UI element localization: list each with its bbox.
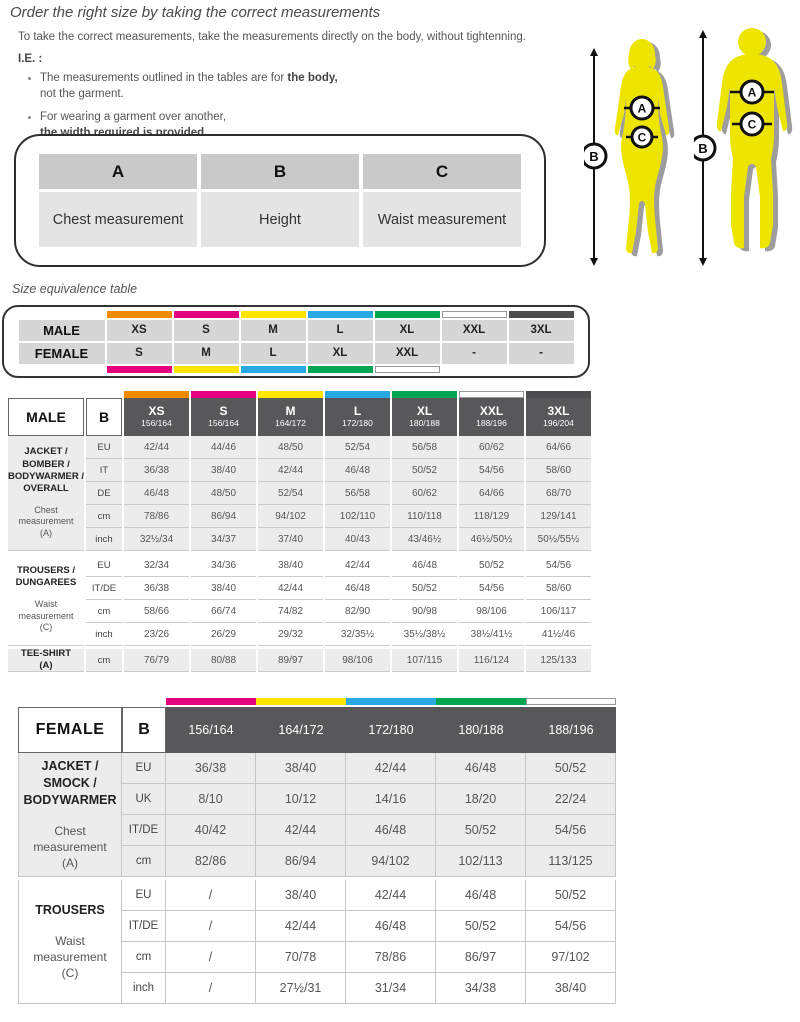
female-size-cell: L (241, 343, 306, 364)
unit-label: inch (122, 973, 166, 1004)
table-cell: 42/44 (256, 911, 346, 942)
table-title: FEMALE (18, 707, 122, 753)
size-color-bar (509, 311, 574, 318)
section-sublabel-line: (C) (61, 966, 79, 981)
section-label-line: BODYWARMER / (8, 470, 84, 482)
section-label-subtitle (19, 823, 121, 872)
size-column-header (436, 707, 526, 753)
table-cell: 90/98 (392, 600, 457, 623)
unit-label: DE (86, 482, 122, 505)
table-cell: 58/60 (526, 577, 591, 600)
table-cell: 42/44 (258, 459, 323, 482)
table-cell: / (166, 911, 256, 942)
female-size-table (18, 698, 616, 1004)
table-cell: 89/97 (258, 649, 323, 672)
table-cell: 43/46½ (392, 528, 457, 551)
section-label-title (16, 565, 77, 590)
section-label (18, 880, 122, 1004)
table-cell: 42/44 (256, 815, 346, 846)
key-letter-c: C (363, 154, 521, 189)
section-sublabel-line: (A) (40, 528, 52, 539)
table-cell: 32/34 (124, 554, 189, 577)
unit-label: inch (86, 528, 122, 551)
unit-label: EU (122, 880, 166, 911)
table-cell: 86/97 (436, 942, 526, 973)
table-cell: 10/12 (256, 784, 346, 815)
section-label (8, 649, 84, 672)
section-label (8, 554, 84, 646)
table-cell: / (166, 973, 256, 1004)
table-cell: 70/78 (256, 942, 346, 973)
measurement-key-box (14, 134, 546, 267)
section-label-line: BODYWARMER (23, 792, 117, 807)
table-cell: 29/32 (258, 623, 323, 646)
chest-marker-label: A (637, 101, 647, 116)
size-name: M (285, 404, 296, 419)
female-size-cell: M (174, 343, 239, 364)
table-cell: 60/62 (392, 482, 457, 505)
size-color-bar (107, 311, 172, 318)
table-cell: 38/40 (191, 459, 256, 482)
table-cell: 50/52 (436, 815, 526, 846)
table-cell: 86/94 (256, 846, 346, 877)
size-color-bar (375, 311, 440, 318)
table-cell: 42/44 (346, 753, 436, 784)
table-cell: 125/133 (526, 649, 591, 672)
male-figure (694, 26, 800, 272)
size-column-header (459, 398, 524, 436)
table-cell: 42/44 (258, 577, 323, 600)
size-color-bar (256, 698, 346, 705)
table-cell: 34/37 (191, 528, 256, 551)
table-cell: 56/58 (325, 482, 390, 505)
table-cell: 50/52 (526, 753, 616, 784)
unit-label: cm (86, 505, 122, 528)
key-label-waist: Waist measurement (363, 192, 521, 247)
table-cell: 40/43 (325, 528, 390, 551)
table-cell: 74/82 (258, 600, 323, 623)
size-color-bar (442, 311, 507, 318)
female-figure (584, 36, 694, 270)
size-height-range: 172/180 (368, 722, 414, 737)
size-height-range: 156/164 (208, 418, 239, 429)
section-label-subtitle (8, 599, 84, 634)
table-cell: 46/48 (392, 554, 457, 577)
male-size-cell: XS (107, 320, 172, 341)
size-column-header (526, 398, 591, 436)
table-cell: 34/38 (436, 973, 526, 1004)
table-cell: 52/54 (325, 436, 390, 459)
size-color-bar (241, 366, 306, 373)
size-height-range: 164/172 (275, 418, 306, 429)
table-cell: 46/48 (325, 577, 390, 600)
section-label-title (19, 758, 121, 809)
table-cell: 42/44 (325, 554, 390, 577)
table-cell: 18/20 (436, 784, 526, 815)
size-color-bar (392, 391, 457, 398)
table-cell: / (166, 942, 256, 973)
unit-label: cm (86, 649, 122, 672)
table-cell: 54/56 (459, 459, 524, 482)
table-cell: 46/48 (436, 753, 526, 784)
table-cell: 36/38 (166, 753, 256, 784)
size-column-header (258, 398, 323, 436)
table-cell: 50/52 (459, 554, 524, 577)
table-cell: 27½/31 (256, 973, 346, 1004)
table-cell: 8/10 (166, 784, 256, 815)
size-color-bar (166, 698, 256, 705)
table-cell: 46/48 (124, 482, 189, 505)
size-color-bar (325, 391, 390, 398)
unit-label: IT/DE (122, 815, 166, 846)
size-equivalence-heading: Size equivalence table (12, 282, 138, 296)
section-label-line: DUNGAREES (15, 577, 77, 589)
table-cell: 37/40 (258, 528, 323, 551)
note-text: The measurements outlined in the tables are for (40, 72, 288, 84)
table-title: MALE (8, 398, 84, 436)
note-text: not the garment. (40, 88, 124, 101)
table-cell: 38½/41½ (459, 623, 524, 646)
table-cell: 102/110 (325, 505, 390, 528)
table-cell: 40/42 (166, 815, 256, 846)
size-name: XXL (479, 404, 504, 419)
size-equivalence-grid (19, 311, 574, 373)
table-cell: 98/106 (459, 600, 524, 623)
table-cell: 82/90 (325, 600, 390, 623)
size-column-header (124, 398, 189, 436)
male-row-label: MALE (19, 320, 105, 341)
table-cell: 23/26 (124, 623, 189, 646)
table-cell: 58/60 (526, 459, 591, 482)
table-cell: 38/40 (258, 554, 323, 577)
table-cell: 35½/38½ (392, 623, 457, 646)
table-cell: 32/35½ (325, 623, 390, 646)
size-name: L (353, 404, 362, 419)
table-cell: 64/66 (459, 482, 524, 505)
size-height-range: 180/188 (409, 418, 440, 429)
size-color-bar (346, 698, 436, 705)
section-label-line: TEE-SHIRT (20, 647, 72, 659)
note-text: For wearing a garment over another, (40, 111, 227, 124)
note-text-bold: the body, (287, 72, 338, 84)
table-cell: 54/56 (526, 815, 616, 846)
key-letter-b: B (201, 154, 359, 189)
size-equivalence-box (2, 305, 590, 378)
size-column-header (325, 398, 390, 436)
unit-label: IT (86, 459, 122, 482)
table-cell: 38/40 (256, 753, 346, 784)
table-cell: 94/102 (258, 505, 323, 528)
table-cell: 113/125 (526, 846, 616, 877)
unit-label: UK (122, 784, 166, 815)
size-height-range: 164/172 (278, 722, 324, 737)
key-label-chest: Chest measurement (39, 192, 197, 247)
section-label-subtitle (19, 933, 121, 982)
unit-label: inch (86, 623, 122, 646)
waist-marker-label: C (747, 117, 757, 132)
table-cell: 14/16 (346, 784, 436, 815)
height-measure-line (584, 48, 606, 266)
unit-label: cm (86, 600, 122, 623)
size-height-range: 196/204 (543, 418, 574, 429)
table-cell: 41½/46 (526, 623, 591, 646)
table-cell: 50/52 (392, 577, 457, 600)
section-sublabel-line: (A) (62, 855, 78, 870)
section-sublabel-line: Waist measurement (33, 933, 107, 964)
unit-label: IT/DE (122, 911, 166, 942)
table-cell: 46/48 (436, 880, 526, 911)
table-cell: 32½/34 (124, 528, 189, 551)
size-column-header (526, 707, 616, 753)
section-label-title (8, 446, 84, 495)
table-cell: 76/79 (124, 649, 189, 672)
height-marker-label: B (698, 141, 708, 156)
section-sublabel-line: Chest measurement (18, 504, 74, 527)
table-cell: 48/50 (191, 482, 256, 505)
key-label-height: Height (201, 192, 359, 247)
section-label-line: (A) (39, 660, 53, 671)
section-label-line: TROUSERS / (16, 565, 76, 577)
table-cell: 78/86 (346, 942, 436, 973)
table-cell: 50½/55½ (526, 528, 591, 551)
size-height-range: 180/188 (458, 722, 504, 737)
table-cell: 56/58 (392, 436, 457, 459)
table-cell: 42/44 (124, 436, 189, 459)
table-cell: 46/48 (325, 459, 390, 482)
unit-label: cm (122, 942, 166, 973)
table-cell: 34/36 (191, 554, 256, 577)
unit-label: IT/DE (86, 577, 122, 600)
table-cell: / (166, 880, 256, 911)
table-cell: 86/94 (191, 505, 256, 528)
female-size-cell: XXL (375, 343, 440, 364)
table-cell: 98/106 (325, 649, 390, 672)
size-height-range: 156/164 (141, 418, 172, 429)
table-cell: 22/24 (526, 784, 616, 815)
male-size-table (8, 390, 591, 672)
male-size-cell: 3XL (509, 320, 574, 341)
section-label-title (35, 902, 104, 919)
table-cell: 80/88 (191, 649, 256, 672)
table-cell: 38/40 (256, 880, 346, 911)
table-cell: 54/56 (459, 577, 524, 600)
table-cell: 31/34 (346, 973, 436, 1004)
table-cell: 36/38 (124, 459, 189, 482)
female-row-label: FEMALE (19, 343, 105, 364)
male-size-cell: L (308, 320, 373, 341)
section-label (18, 753, 122, 877)
size-color-bar (258, 391, 323, 398)
table-cell: 66/74 (191, 600, 256, 623)
size-name: 3XL (547, 404, 570, 419)
table-cell: 64/66 (526, 436, 591, 459)
female-size-cell: - (509, 343, 574, 364)
size-color-bar (526, 391, 591, 398)
section-sublabel-line: Waist measurement (18, 598, 74, 621)
unit-label: EU (122, 753, 166, 784)
size-column-header (166, 707, 256, 753)
table-cell: 107/115 (392, 649, 457, 672)
section-sublabel-line: (C) (39, 622, 53, 633)
table-cell: 42/44 (346, 880, 436, 911)
section-label-line: JACKET / BOMBER / (22, 446, 70, 470)
section-label-line: OVERALL (23, 483, 69, 495)
section-sublabel-line: Chest measurement (33, 823, 107, 854)
table-cell: 82/86 (166, 846, 256, 877)
size-column-header (256, 707, 346, 753)
table-cell: 46/48 (346, 911, 436, 942)
table-cell: 118/129 (459, 505, 524, 528)
table-cell: 54/56 (526, 554, 591, 577)
female-size-cell: - (442, 343, 507, 364)
table-cell: 78/86 (124, 505, 189, 528)
table-cell: 54/56 (526, 911, 616, 942)
size-color-bar (124, 391, 189, 398)
section-label (8, 436, 84, 551)
male-size-cell: S (174, 320, 239, 341)
size-color-bar (375, 366, 440, 373)
size-color-bar (308, 366, 373, 373)
table-cell: 38/40 (526, 973, 616, 1004)
size-name: XS (148, 404, 165, 419)
section-label-line: TROUSERS (35, 902, 105, 917)
section-label-line: JACKET / SMOCK / (41, 758, 99, 790)
list-item (40, 70, 338, 102)
unit-label: cm (122, 846, 166, 877)
size-name: S (219, 404, 228, 419)
size-color-bar (436, 698, 526, 705)
section-label-subtitle (8, 505, 84, 540)
table-cell: 106/117 (526, 600, 591, 623)
table-cell: 44/46 (191, 436, 256, 459)
female-size-cell: XL (308, 343, 373, 364)
table-cell: 36/38 (124, 577, 189, 600)
size-column-header (392, 398, 457, 436)
size-height-range: 172/180 (342, 418, 373, 429)
page-title: Order the right size by taking the correct measurements (10, 4, 381, 21)
male-size-cell: XL (375, 320, 440, 341)
size-color-bar (107, 366, 172, 373)
size-height-range: 188/196 (476, 418, 507, 429)
size-height-range: 156/164 (188, 722, 234, 737)
table-cell: 68/70 (526, 482, 591, 505)
size-color-bar (526, 698, 616, 705)
size-color-bar (241, 311, 306, 318)
size-color-bar (174, 311, 239, 318)
table-cell: 38/40 (191, 577, 256, 600)
table-cell: 50/52 (526, 880, 616, 911)
table-cell: 26/29 (191, 623, 256, 646)
b-column-header: B (122, 707, 166, 753)
table-cell: 50/52 (392, 459, 457, 482)
table-cell: 116/124 (459, 649, 524, 672)
ie-label: I.E. : (18, 53, 43, 65)
female-size-cell: S (107, 343, 172, 364)
measurement-key-grid (39, 154, 521, 247)
height-measure-line (694, 30, 715, 266)
table-cell: 97/102 (526, 942, 616, 973)
unit-label: EU (86, 436, 122, 459)
table-cell: 48/50 (258, 436, 323, 459)
size-name: XL (416, 404, 433, 419)
table-cell: 60/62 (459, 436, 524, 459)
key-letter-a: A (39, 154, 197, 189)
table-cell: 52/54 (258, 482, 323, 505)
table-cell: 129/141 (526, 505, 591, 528)
size-color-bar (459, 391, 524, 398)
table-cell: 46/48 (346, 815, 436, 846)
table-cell: 110/118 (392, 505, 457, 528)
table-cell: 102/113 (436, 846, 526, 877)
table-cell: 50/52 (436, 911, 526, 942)
size-color-bar (191, 391, 256, 398)
table-cell: 94/102 (346, 846, 436, 877)
height-marker-label: B (589, 149, 599, 164)
table-cell: 46½/50½ (459, 528, 524, 551)
male-size-cell: M (241, 320, 306, 341)
size-column-header (191, 398, 256, 436)
table-cell: 58/66 (124, 600, 189, 623)
intro-text: To take the correct measurements, take the measurements directly on the body, without tightenning. (18, 31, 526, 43)
size-color-bar (308, 311, 373, 318)
size-column-header (346, 707, 436, 753)
chest-marker-label: A (747, 85, 757, 100)
size-height-range: 188/196 (548, 722, 594, 737)
b-column-header: B (86, 398, 122, 436)
section-label-title (21, 648, 71, 673)
unit-label: EU (86, 554, 122, 577)
size-color-bar (174, 366, 239, 373)
waist-marker-label: C (637, 130, 647, 145)
male-size-cell: XXL (442, 320, 507, 341)
